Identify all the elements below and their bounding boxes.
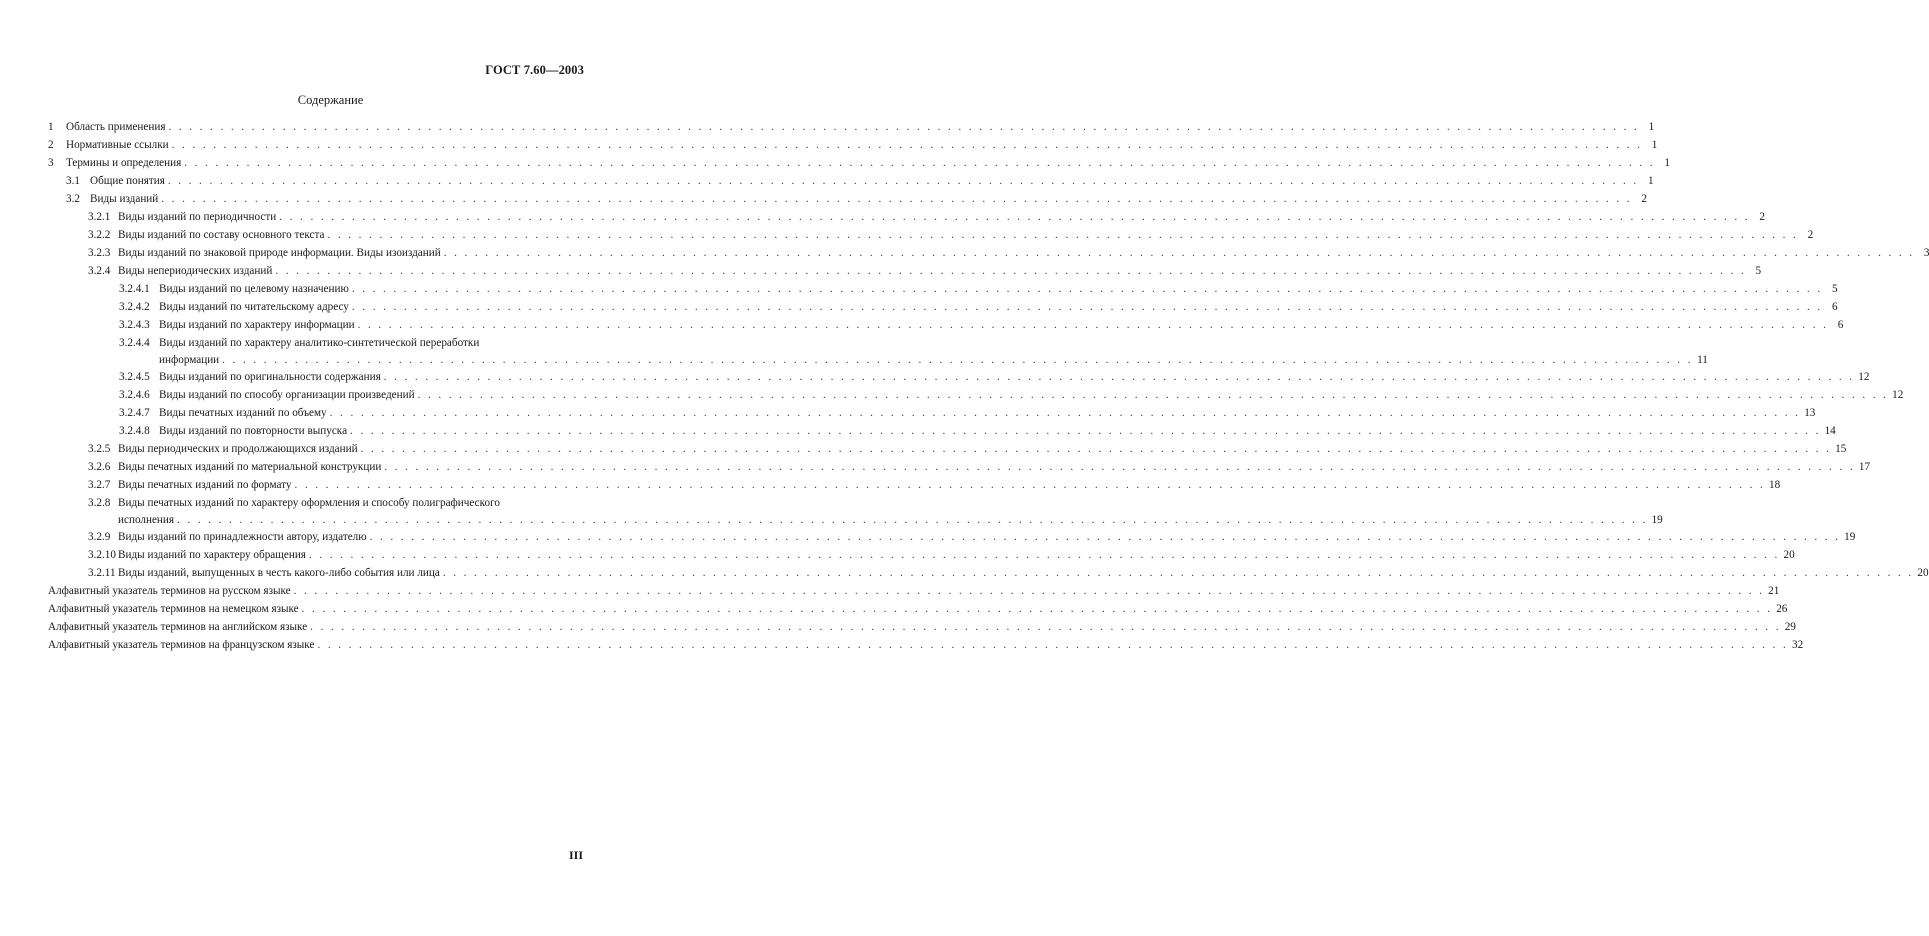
toc-entry-text: Алфавитный указатель терминов на русском языке	[48, 585, 291, 597]
toc-entry-text: Виды периодических и продолжающихся изданий	[118, 443, 358, 455]
document-code: ГОСТ 7.60—2003	[485, 63, 584, 77]
toc-entry-3-2-5[interactable]	[48, 440, 1847, 458]
dot-leader	[361, 440, 1832, 458]
toc-entry-page: 29	[1784, 621, 1796, 633]
dot-leader	[384, 458, 1855, 476]
toc-entry-3-2-4[interactable]	[48, 262, 1762, 280]
toc-entry-page: 6	[1832, 301, 1838, 313]
toc-entry-3-2-10[interactable]	[48, 546, 1795, 564]
toc-entry-page: 12	[1892, 389, 1904, 401]
toc-entry-index-english[interactable]	[48, 618, 1796, 636]
dot-leader	[384, 368, 1855, 386]
toc-entry-page: 1	[1648, 175, 1654, 187]
toc-entry-page: 19	[1651, 514, 1663, 526]
dot-leader	[294, 582, 1765, 600]
toc-entry-number: 3.2.4.1	[119, 283, 150, 295]
toc-entry-text: Виды изданий по повторности выпуска	[159, 425, 348, 437]
toc-entry-3-2-4-2[interactable]	[48, 298, 1838, 316]
toc-entry-text: Алфавитный указатель терминов на французском языке	[48, 639, 315, 651]
toc-entry-number: 2	[48, 139, 54, 151]
toc-entry-number: 3.2.4.2	[119, 301, 150, 313]
toc-entry-3-2-9[interactable]	[48, 528, 1856, 546]
dot-leader	[168, 118, 1639, 136]
toc-entry-page: 5	[1831, 283, 1838, 295]
toc-entry-page: 2	[1641, 193, 1647, 205]
page-number: III	[568, 848, 583, 862]
toc-entry-text: Алфавитный указатель терминов на английском языке	[48, 621, 308, 633]
dot-leader	[177, 512, 1648, 528]
toc-entry-page: 1	[1651, 139, 1658, 151]
toc-entry-number: 3.2.11	[88, 567, 116, 579]
toc-entry-page: 11	[1697, 354, 1708, 366]
dot-leader	[352, 280, 1823, 298]
toc-entry-text: Область применения	[66, 121, 166, 133]
toc-entry-page: 20	[1917, 567, 1929, 579]
toc-entry-number: 1	[48, 121, 54, 133]
toc-entry-text: Виды изданий по составу основного текста	[118, 229, 325, 241]
toc-entry-3-2-4-5[interactable]	[48, 368, 1870, 386]
dot-leader	[168, 172, 1639, 190]
toc-entry-text: Нормативные ссылки	[66, 139, 169, 151]
toc-entry-text: Виды печатных изданий по материальной конструкции	[118, 461, 382, 473]
toc-entry-3-2-4-7[interactable]	[48, 404, 1816, 422]
toc-entry-3-2-11[interactable]	[48, 564, 1929, 582]
toc-entry-text: Термины и определения	[66, 157, 182, 169]
dot-leader	[330, 404, 1801, 422]
toc-entry-3-2-3[interactable]	[48, 244, 1929, 262]
toc-entry-3-2-1[interactable]	[48, 208, 1765, 226]
dot-leader	[358, 316, 1829, 334]
toc-entry-number: 3.2.10	[88, 549, 116, 561]
dot-leader	[352, 298, 1823, 316]
toc-entry-page: 32	[1791, 639, 1804, 651]
toc-entry-text: Виды печатных изданий по объему	[159, 407, 327, 419]
toc-entry-3[interactable]	[48, 154, 1670, 172]
toc-entry-page: 13	[1804, 407, 1816, 419]
toc-entry-text-continued: информации	[159, 354, 220, 366]
toc-entry-3-2-4-3[interactable]	[48, 316, 1844, 334]
dot-leader	[172, 136, 1643, 154]
toc-entry-page: 17	[1858, 461, 1871, 473]
toc-entry-page: 14	[1824, 425, 1836, 437]
toc-entry-text-continued: исполнения	[118, 514, 175, 526]
toc-entry-number: 3.2.4.5	[119, 371, 150, 383]
toc-entry-number: 3.2.6	[88, 461, 111, 473]
dot-leader	[309, 546, 1780, 564]
toc-entry-number: 3.2.4.7	[119, 407, 150, 419]
toc-entry-number: 3.2.1	[88, 211, 111, 223]
toc-entry-3-2-4-8[interactable]	[48, 422, 1836, 440]
toc-entry-3-2-2[interactable]	[48, 226, 1814, 244]
toc-entry-text: Виды изданий, выпущенных в честь какого-либо события или лица	[118, 567, 440, 579]
toc-entry-text: Виды печатных изданий по формату	[118, 479, 292, 491]
toc-entry-number: 3.2.4.3	[119, 319, 150, 331]
toc-entry-page: 15	[1835, 443, 1847, 455]
dot-leader	[279, 208, 1750, 226]
toc-entry-3-2-7[interactable]	[48, 476, 1781, 494]
toc-entry-text: Виды изданий по знаковой природе информации. Виды изоизданий	[118, 247, 441, 259]
dot-leader	[370, 528, 1841, 546]
toc-entry-index-russian[interactable]	[48, 582, 1780, 600]
toc-entry-number: 3.2.5	[88, 443, 111, 455]
toc-entry-text: Виды изданий	[90, 193, 159, 205]
toc-entry-3-2-4-1[interactable]	[48, 280, 1838, 298]
dot-leader	[317, 636, 1788, 654]
toc-entry-number: 3.2.9	[88, 531, 111, 543]
toc-entry-index-french[interactable]	[48, 636, 1804, 654]
toc-entry-number: 3	[48, 157, 54, 169]
toc-entry-number: 3.2.4.6	[119, 389, 150, 401]
toc-entry-3-2-4-4[interactable]	[48, 334, 1708, 368]
toc-entry-number: 3.2.4	[88, 265, 111, 277]
toc-entry-text: Виды изданий по характеру аналитико-синтетической переработки	[159, 337, 480, 349]
dot-leader	[328, 226, 1799, 244]
toc-entry-text: Виды печатных изданий по характеру оформления и способу полиграфического	[118, 497, 500, 509]
toc-entry-2[interactable]	[48, 136, 1658, 154]
dot-leader	[444, 244, 1915, 262]
toc-entry-page: 1	[1664, 157, 1670, 169]
toc-entry-number: 3.2.4.4	[119, 337, 150, 349]
dot-leader	[184, 154, 1655, 172]
toc-entry-page: 5	[1755, 265, 1762, 277]
toc-entry-index-german[interactable]	[48, 600, 1788, 618]
dot-leader	[350, 422, 1821, 440]
toc-entry-text: Общие понятия	[90, 175, 165, 187]
toc-entry-number: 3.2.3	[88, 247, 111, 259]
toc-entry-3-2-4-6[interactable]	[48, 386, 1904, 404]
toc-entry-number: 3.2.7	[88, 479, 111, 491]
toc-entry-text: Виды изданий по способу организации произведений	[159, 389, 415, 401]
toc-entry-page: 2	[1759, 211, 1765, 223]
toc-entry-text: Виды изданий по характеру обращения	[118, 549, 306, 561]
dot-leader	[418, 386, 1889, 404]
toc-entry-text: Виды непериодических изданий	[118, 265, 273, 277]
toc-entry-3-2-8[interactable]	[48, 494, 1663, 528]
toc-entry-page: 12	[1858, 371, 1870, 383]
dot-leader	[310, 618, 1781, 636]
toc-entry-number: 3.2	[66, 193, 80, 205]
toc-entry-page: 20	[1783, 549, 1795, 561]
toc-title: Содержание	[297, 93, 364, 107]
toc-entry-page: 19	[1844, 531, 1856, 543]
dot-leader	[302, 600, 1773, 618]
toc-entry-3-2[interactable]	[48, 190, 1647, 208]
toc-entry-text: Виды изданий по оригинальности содержания	[159, 371, 381, 383]
toc-entry-number: 3.2.2	[88, 229, 111, 241]
toc-entry-text: Виды изданий по периодичности	[118, 211, 277, 223]
toc-entry-page: 1	[1648, 121, 1655, 133]
toc-entry-page: 2	[1807, 229, 1814, 241]
toc-entry-text: Алфавитный указатель терминов на немецком языке	[48, 603, 299, 615]
toc-entry-number: 3.2.8	[88, 497, 111, 509]
toc-entry-page: 26	[1776, 603, 1788, 615]
dot-leader	[275, 262, 1746, 280]
dot-leader	[295, 476, 1766, 494]
toc-entry-text: Виды изданий по читательскому адресу	[159, 301, 349, 313]
toc-entry-1[interactable]	[48, 118, 1655, 136]
toc-entry-page: 6	[1837, 319, 1844, 331]
table-of-contents	[48, 118, 1929, 654]
toc-entry-number: 3.1	[66, 175, 80, 187]
toc-entry-page: 18	[1769, 479, 1781, 491]
dot-leader	[161, 190, 1632, 208]
toc-entry-text: Виды изданий по характеру информации	[159, 319, 355, 331]
toc-entry-page: 21	[1768, 585, 1780, 597]
toc-entry-3-1[interactable]	[48, 172, 1654, 190]
toc-entry-page: 3	[1923, 247, 1929, 259]
toc-entry-text: Виды изданий по принадлежности автору, издателю	[118, 531, 367, 543]
dot-leader	[222, 352, 1693, 368]
toc-entry-number: 3.2.4.8	[119, 425, 150, 437]
toc-entry-text: Виды изданий по целевому назначению	[159, 283, 349, 295]
dot-leader	[443, 564, 1914, 582]
toc-entry-3-2-6[interactable]	[48, 458, 1871, 476]
